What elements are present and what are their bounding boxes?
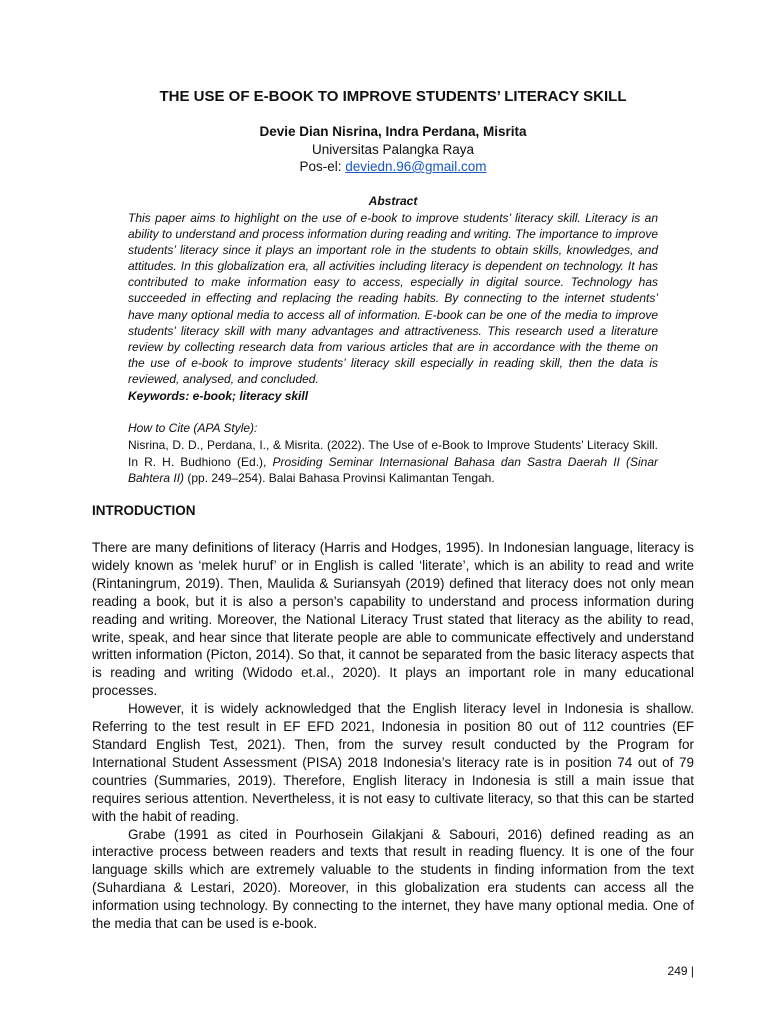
citation-part-2: (pp. 249–254). Balai Bahasa Provinsi Kalimantan Tengah.: [184, 471, 495, 485]
paragraph: There are many definitions of literacy (Harris and Hodges, 1995). In Indonesian language, literacy is widely known as ‘melek huruf’ or in English is called ‘literate’, which is an ability to read and write (Rintaningrum, 2019). Then, Maulida & Suriansyah (2019) defined that literacy does not only mean reading a book, but it is also a person’s capability to understand and process information during reading and writing. Moreover, the National Literacy Trust stated that literacy as the ability to read, write, speak, and hear since that literate people are able to communicate effectively and understand written information (Picton, 2014). So that, it cannot be separated from the basic literacy aspects that is reading and writing (Widodo et.al., 2020). It plays an important role in many educational processes.: [92, 540, 694, 699]
author-list: Devie Dian Nisrina, Indra Perdana, Misrita: [259, 124, 527, 139]
email-label: Pos-el:: [299, 159, 346, 174]
page-number: 249 |: [667, 964, 694, 978]
paragraph: Grabe (1991 as cited in Pourhosein Gilakjani & Sabouri, 2016) defined reading as an interactive process between readers and texts that result in reading fluency. It is one of the four language skills which are extremely valuable to the students in finding information from the text (Suhardiana & Lestari, 2020). Moreover, in this globalization era students can access all the information using technology. By connecting to the internet, they have many optional media. One of the media that can be used is e-book.: [92, 826, 694, 932]
affiliation: Universitas Palangka Raya: [311, 142, 475, 157]
abstract-text: This paper aims to highlight on the use of e-book to improve students’ literacy skill. Literacy is an ability to understand and process information during reading and writing. The importance to improve students’ literacy since it plays an important role in the students to obtain skills, knowledges, and attitudes. In this globalization era, all activities including literacy is dependent on technology. It has contributed to make information easy to access, especially in digital source. Technology has succeeded in effecting and replacing the reading habits. By connecting to the internet students’ have many optional media to access all of information. E-book can be one of the media to improve students’ literacy skill with many advantages and attractiveness. This research used a literature review by collecting research data from various articles that are in accordance with the theme on the use of e-book to improve students’ literacy skill especially in reading skill, then the data is reviewed, analysed, and concluded.: [128, 211, 658, 386]
citation-proceedings-title: Prosiding Seminar Internasional Bahasa dan Sastra Daerah II (Sinar Bahtera II): [128, 454, 658, 485]
paper-title: THE USE OF E-BOOK TO IMPROVE STUDENTS’ LITERACY SKILL: [159, 88, 627, 105]
introduction-body: [92, 539, 694, 933]
abstract-heading: Abstract: [368, 194, 418, 208]
citation-part-1: Nisrina, D. D., Perdana, I., & Misrita. (2022). The Use of e-Book to Improve Students’ Literacy Skill. In R. H. Budhiono (Ed.),: [128, 438, 658, 469]
keywords: Keywords: e-book; literacy skill: [128, 389, 309, 403]
paragraph: However, it is widely acknowledged that the English literacy level in Indonesia is shallow. Referring to the test result in EF EFD 2021, Indonesia in position 80 out of 112 countries (EF Standard English Test, 2021). Then, from the survey result conducted by the Program for International Student Assessment (PISA) 2018 Indonesia’s literacy rate is in position 74 out of 79 countries (Summaries, 2019). Therefore, English literacy in Indonesia is still a main issue that requires serious attention. Nevertheless, it is not easy to cultivate literacy, so that this can be started with the habit of reading.: [92, 701, 694, 824]
citation-text: [128, 437, 658, 487]
email-link[interactable]: deviedn.96@gmail.com: [345, 159, 487, 174]
contact-email-line: [92, 159, 694, 174]
citation-heading: How to Cite (APA Style):: [128, 421, 258, 435]
introduction-heading: INTRODUCTION: [92, 503, 196, 518]
